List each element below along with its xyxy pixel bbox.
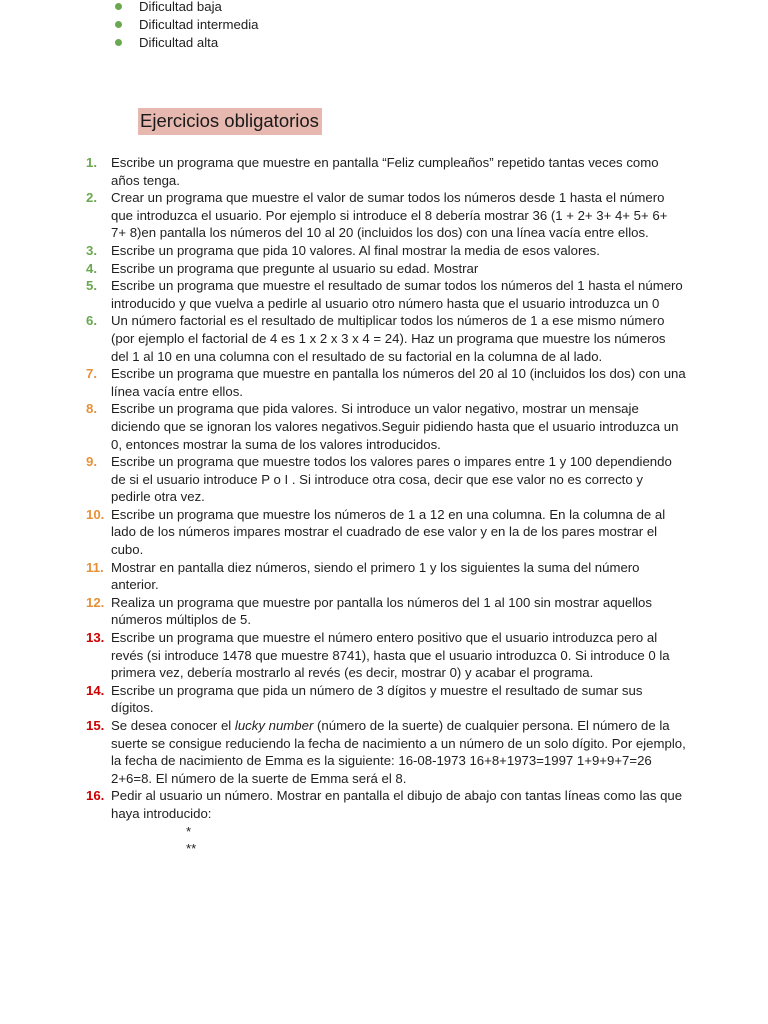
exercise-number: 5. (86, 278, 97, 294)
section-title: Ejercicios obligatorios (138, 108, 322, 135)
exercise-item (86, 312, 686, 365)
exercise-item (86, 559, 686, 594)
exercise-number: 16. (86, 788, 105, 804)
bullet-icon (115, 21, 122, 28)
exercise-item (86, 154, 686, 189)
exercise-number: 9. (86, 454, 97, 470)
exercise-list (86, 154, 686, 858)
exercise-number: 15. (86, 718, 105, 733)
exercise-number: 10. (86, 506, 105, 522)
exercise-text-before: Se desea conocer el (111, 718, 235, 733)
exercise-number: 6. (86, 313, 97, 329)
legend-item-medium (113, 16, 258, 34)
exercise-text: Escribe un programa que muestre todos los valores pares o impares entre 1 y 100 dependiendo de si el usuario introduce P o I . Si introduce otra cosa, decir que ese valor no es correcto y pedirle otra vez. (111, 454, 672, 505)
star-line: ** (186, 841, 197, 857)
exercise-number: 14. (86, 682, 105, 698)
legend-label: Dificultad alta (139, 35, 219, 50)
exercise-text-after: (número de la suerte) de cualquier persona. El número de la suerte se consigue reduciendo la fecha de nacimiento a un número de un solo dígito. Por ejemplo, la fecha de nacimiento de Emma es la siguiente: 16-08-1973 16+8+1973=1997 1+9+9+7=26 2+6=8. El número de la suerte de Emma será el 8. (111, 718, 686, 786)
exercise-text: Realiza un programa que muestre por pantalla los números del 1 al 100 sin mostrar aquellos números múltiplos de 5. (111, 594, 652, 628)
exercise-item (86, 717, 686, 787)
exercise-number: 12. (86, 594, 105, 610)
exercise-text: Escribe un programa que muestre los números de 1 a 12 en una columna. En la columna de al lado de los números impares mostrar el cuadrado de ese valor y en la de los pares mostrar el cubo. (111, 506, 666, 558)
exercise-text: Escribe un programa que muestre el número entero positivo que el usuario introduzca pero al revés (si introduce 1478 que muestre 8741), hasta que el usuario introduzca 0. Si introduce 0 la primera vez, debería mostrarlo al revés (es decir, mostrar 0) y acabar el programa. (111, 630, 670, 681)
star-line: * (186, 823, 192, 839)
exercise-number: 13. (86, 630, 105, 646)
exercise-number: 2. (86, 190, 97, 206)
exercise-item (86, 260, 686, 278)
exercise-item (86, 277, 686, 312)
difficulty-legend (113, 0, 258, 52)
exercise-item (86, 400, 686, 453)
exercise-number: 7. (86, 366, 97, 382)
exercise-item (86, 506, 686, 559)
exercise-item (86, 682, 686, 717)
exercise-text: Un número factorial es el resultado de multiplicar todos los números de 1 a ese mismo número (por ejemplo el factorial de 4 es 1 x 2 x 3 x 4 = 24). Haz un programa que muestre los números del 1 al 10 en una columna con el resultado de su factorial en la columna de al lado. (111, 313, 666, 364)
exercise-text: Escribe un programa que muestre en pantalla “Feliz cumpleaños” repetido tantas veces como años tenga. (111, 155, 659, 188)
exercise-text: Escribe un programa que pida un número de 3 dígitos y muestre el resultado de sumar sus dígitos. (111, 682, 643, 716)
bullet-icon (115, 39, 122, 46)
exercise-text: Mostrar en pantalla diez números, siendo el primero 1 y los siguientes la suma del número anterior. (111, 559, 640, 593)
exercise-item (86, 189, 686, 242)
exercise-number: 11. (86, 559, 104, 575)
exercise-item (86, 365, 686, 400)
exercise-number: 8. (86, 401, 97, 417)
exercise-item (86, 629, 686, 682)
exercise-number: 3. (86, 242, 97, 258)
legend-label: Dificultad intermedia (139, 17, 259, 32)
legend-item-low (113, 0, 258, 16)
exercise-item (86, 594, 686, 629)
exercise-text: Escribe un programa que muestre el resultado de sumar todos los números del 1 hasta el número introducido y que vuelva a pedirle al usuario otro número hasta que el usuario introduzca un 0 (111, 278, 683, 311)
exercise-text: Pedir al usuario un número. Mostrar en pantalla el dibujo de abajo con tantas líneas como las que haya introducido: (111, 788, 683, 821)
exercise-item (86, 242, 686, 260)
exercise-item (86, 787, 686, 857)
exercise-number: 1. (86, 155, 97, 170)
exercise-text: Escribe un programa que pida valores. Si introduce un valor negativo, mostrar un mensaje diciendo que se ignoran los valores negativos.Seguir pidiendo hasta que el usuario introduzca un 0, entonces mostrar la suma de los valores introducidos. (111, 401, 679, 452)
bullet-icon (115, 3, 122, 10)
legend-item-high (113, 34, 258, 52)
exercise-text: Escribe un programa que pida 10 valores. Al final mostrar la media de esos valores. (111, 242, 600, 258)
lucky-number-term: lucky number (234, 718, 314, 733)
exercise-number: 4. (86, 260, 97, 276)
exercise-text: Crear un programa que muestre el valor de sumar todos los números desde 1 hasta el número que introduzca el usuario. Por ejemplo si introduce el 8 debería mostrar 36 (1 + 2+ 3+ 4+ 5+ 6+ 7+ 8)en pantalla los números del 10 al 20 (incluidos los dos) con una línea vacía entre ellos. (111, 190, 668, 241)
exercise-item (86, 453, 686, 506)
exercise-text: Escribe un programa que muestre en pantalla los números del 20 al 10 (incluidos los dos) con una línea vacía entre ellos. (111, 366, 686, 399)
exercise-text: Escribe un programa que pregunte al usuario su edad. Mostrar (111, 260, 479, 276)
legend-label: Dificultad baja (139, 0, 222, 14)
